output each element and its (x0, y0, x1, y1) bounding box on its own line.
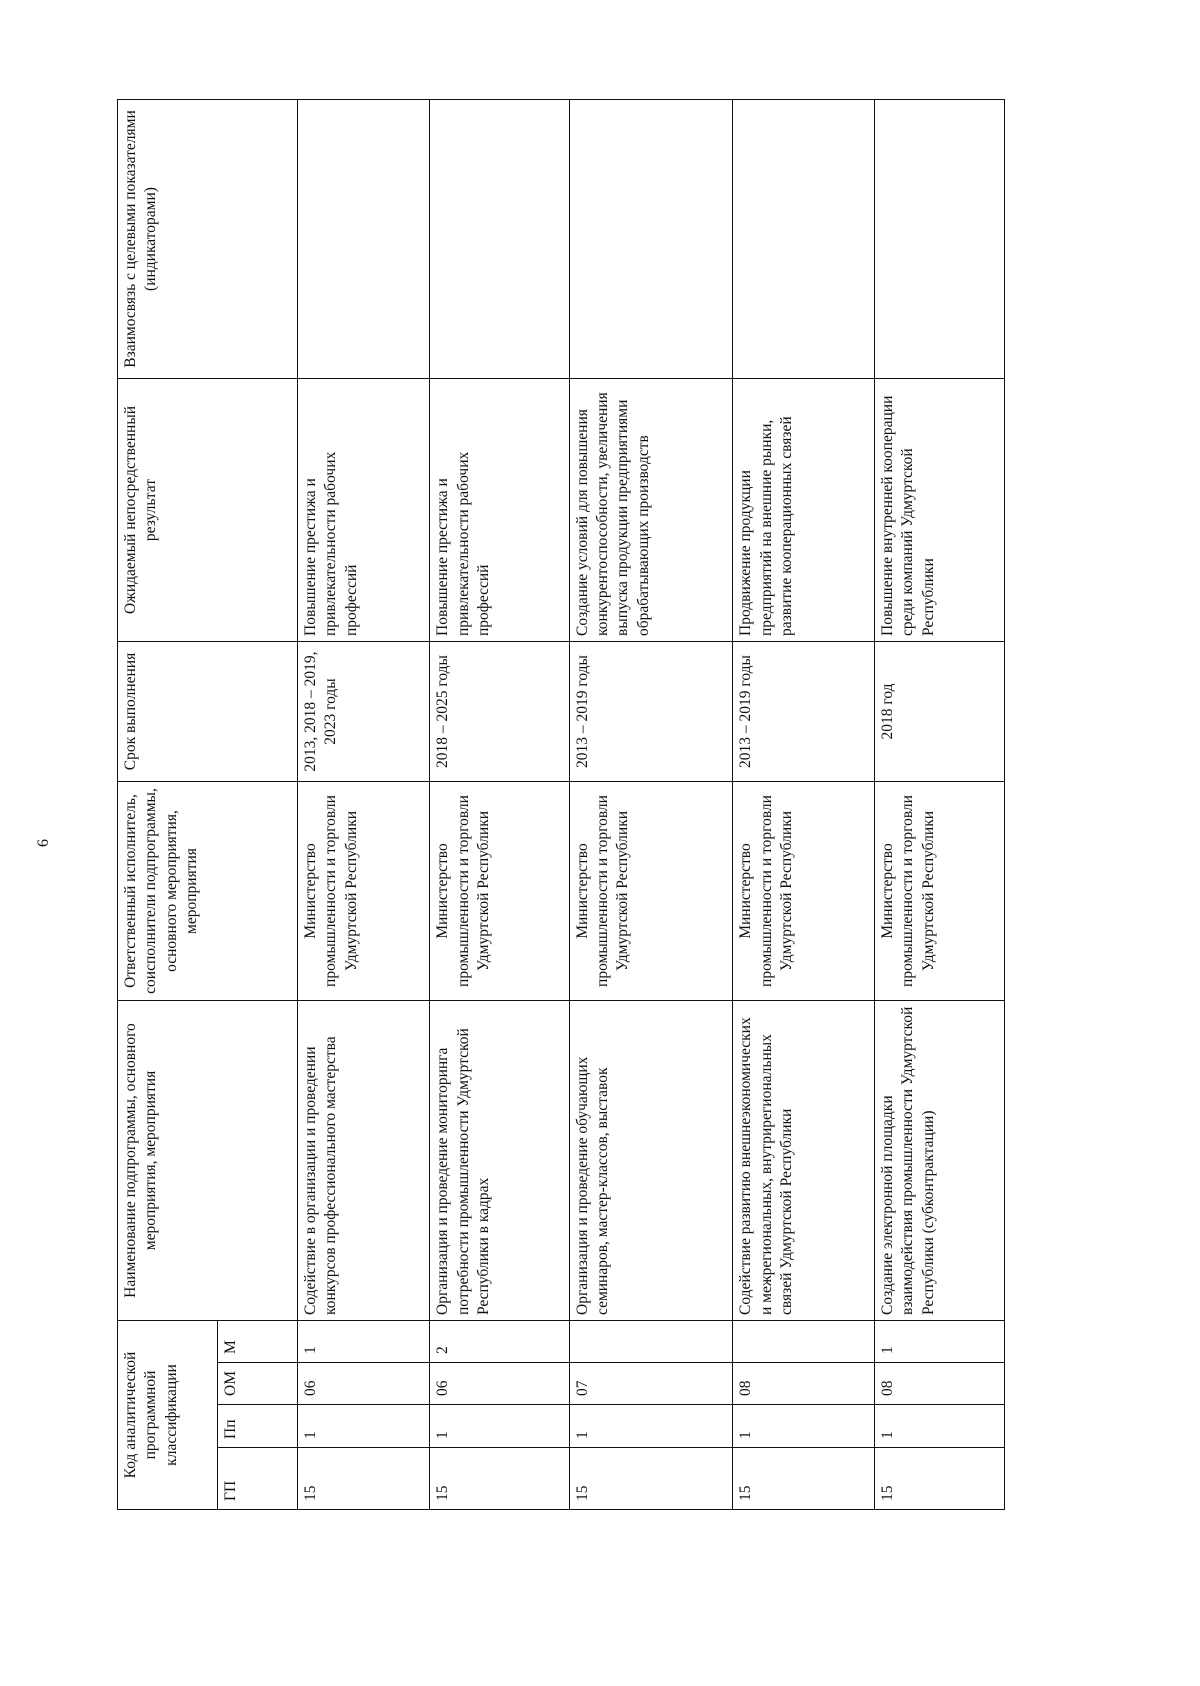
table-row (569, 100, 733, 1510)
cell-pp: 1 (874, 1405, 1004, 1448)
header-responsible: Ответственный исполнитель, соисполнители подпрограммы, основного мероприятия, мероприятия (118, 782, 298, 1001)
header-row-top (118, 100, 218, 1510)
cell-gp: 15 (430, 1448, 569, 1510)
cell-link (874, 100, 1004, 379)
cell-m: 1 (298, 1321, 430, 1363)
cell-om: 06 (430, 1363, 569, 1405)
cell-responsible: Министерство промышленности и торговли Удмуртской Республики (430, 782, 569, 1001)
cell-link (569, 100, 733, 379)
header-om: ОМ (218, 1363, 298, 1405)
cell-responsible: Министерство промышленности и торговли Удмуртской Республики (874, 782, 1004, 1001)
cell-pp: 1 (569, 1405, 733, 1448)
cell-pp: 1 (733, 1405, 874, 1448)
cell-gp: 15 (569, 1448, 733, 1510)
table-row (430, 100, 569, 1510)
header-m: М (218, 1321, 298, 1363)
cell-responsible: Министерство промышленности и торговли Удмуртской Республики (569, 782, 733, 1001)
header-link: Взаимосвязь с целевыми показателями (индикаторами) (118, 100, 298, 379)
cell-result: Продвижение продукции предприятий на внешние рынки, развитие кооперационных связей (733, 379, 874, 642)
cell-term: 2018 – 2025 годы (430, 642, 569, 782)
cell-om: 08 (733, 1363, 874, 1405)
program-table (117, 99, 1005, 1510)
header-name: Наименование подпрограммы, основного мероприятия, мероприятия (118, 1001, 298, 1321)
cell-result: Повышение престижа и привлекательности рабочих профессий (430, 379, 569, 642)
cell-name: Организация и проведение обучающих семинаров, мастер-классов, выставок (569, 1001, 733, 1321)
header-code-group: Код аналитической программной классификации (118, 1321, 218, 1510)
cell-m: 2 (430, 1321, 569, 1363)
cell-link (430, 100, 569, 379)
header-gp: ГП (218, 1448, 298, 1510)
cell-result: Повышение престижа и привлекательности рабочих профессий (298, 379, 430, 642)
header-result: Ожидаемый непосредственный результат (118, 379, 298, 642)
cell-term: 2013 – 2019 годы (733, 642, 874, 782)
cell-link (733, 100, 874, 379)
cell-gp: 15 (298, 1448, 430, 1510)
cell-m (733, 1321, 874, 1363)
cell-responsible: Министерство промышленности и торговли Удмуртской Республики (298, 782, 430, 1001)
page-number: 6 (35, 839, 52, 847)
table-row (733, 100, 874, 1510)
header-term: Срок выполнения (118, 642, 298, 782)
cell-name: Содействие в организации и проведении конкурсов профессионального мастерства (298, 1001, 430, 1321)
cell-responsible: Министерство промышленности и торговли Удмуртской Республики (733, 782, 874, 1001)
table-row (874, 100, 1004, 1510)
cell-pp: 1 (430, 1405, 569, 1448)
cell-name: Содействие развитию внешнеэкономических и межрегиональных, внутрирегиональных связей Удмуртской Республики (733, 1001, 874, 1321)
cell-term: 2013 – 2019 годы (569, 642, 733, 782)
header-pp: Пп (218, 1405, 298, 1448)
cell-om: 06 (298, 1363, 430, 1405)
cell-m (569, 1321, 733, 1363)
rotated-table-wrapper (117, 100, 1005, 1510)
cell-result: Повышение внутренней кооперации среди компаний Удмуртской Республики (874, 379, 1004, 642)
cell-term: 2013, 2018 – 2019, 2023 годы (298, 642, 430, 782)
table-row (298, 100, 430, 1510)
cell-om: 07 (569, 1363, 733, 1405)
cell-om: 08 (874, 1363, 1004, 1405)
cell-m: 1 (874, 1321, 1004, 1363)
cell-gp: 15 (733, 1448, 874, 1510)
cell-name: Создание электронной площадки взаимодействия промышленности Удмуртской Республики (субконтрактации) (874, 1001, 1004, 1321)
cell-pp: 1 (298, 1405, 430, 1448)
cell-result: Создание условий для повышения конкурентоспособности, увеличения выпуска продукции предприятиями обрабатывающих производств (569, 379, 733, 642)
cell-gp: 15 (874, 1448, 1004, 1510)
cell-name: Организация и проведение мониторинга потребности промышленности Удмуртской Республики в кадрах (430, 1001, 569, 1321)
cell-link (298, 100, 430, 379)
cell-term: 2018 год (874, 642, 1004, 782)
